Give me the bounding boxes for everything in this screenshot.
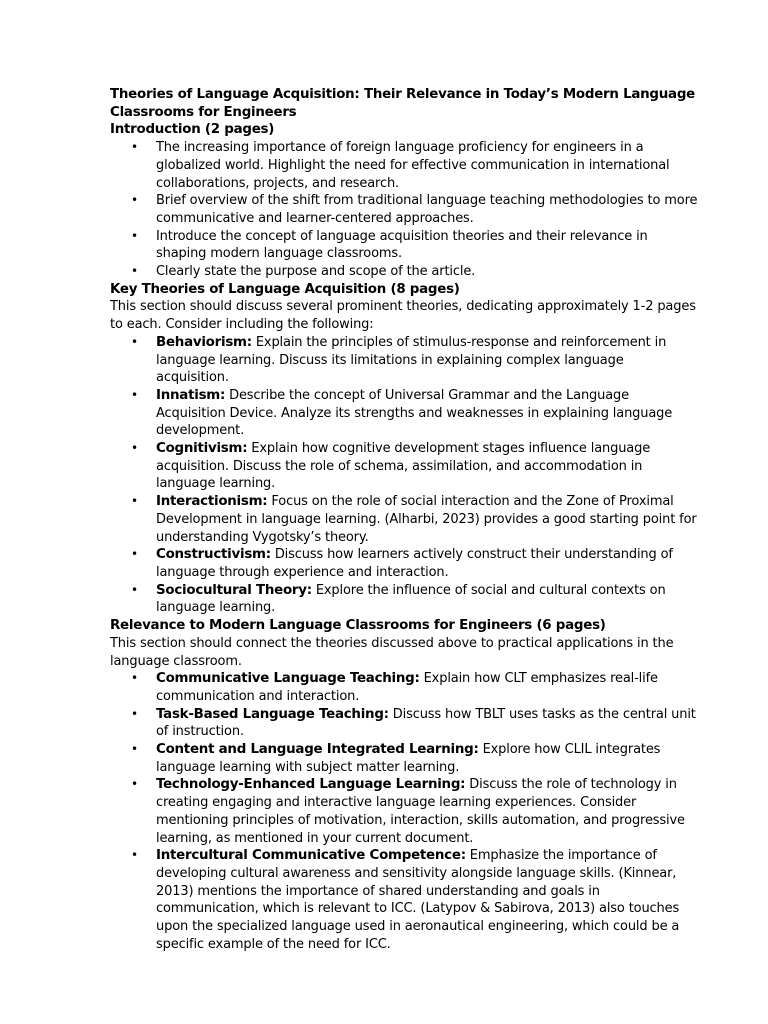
bullet-icon: • (131, 193, 138, 208)
list-item-text: Brief overview of the shift from traditional language teaching methodologies to more communicative and learner-centered approaches. (156, 193, 698, 226)
list-item-term: Content and Language Integrated Learning: (156, 742, 479, 758)
list-item (131, 387, 698, 440)
list-item-text: Explore the influence of social and cultural contexts on language learning. (156, 582, 666, 616)
bullet-icon: • (131, 582, 138, 597)
section-heading: Relevance to Modern Language Classrooms for Engineers (6 pages) (110, 618, 606, 634)
list-item-term: Technology-Enhanced Language Learning: (156, 777, 466, 793)
list-item-text: Explain how CLT emphasizes real-life communication and interaction. (156, 671, 658, 704)
list-item-term: Task-Based Language Teaching: (156, 706, 389, 722)
bullet-icon: • (131, 848, 138, 863)
bullet-icon: • (131, 264, 138, 279)
bullet-icon: • (131, 334, 138, 349)
list-item (131, 139, 698, 192)
list-item-text: Describe the concept of Universal Grammar and the Language Acquisition Device. Analyze its strengths and weaknesses in explaining language development. (156, 387, 673, 439)
list-item-text: Discuss the role of technology in creating engaging and interactive language learning experiences. Consider mentioning principles of motivation, interaction, skills automation, and progressive learning, as mentioned in your current document. (156, 777, 685, 846)
section-heading: Key Theories of Language Acquisition (8 pages) (110, 281, 460, 297)
list-item (131, 263, 698, 281)
list-item (131, 741, 698, 776)
section-heading: Introduction (2 pages) (110, 122, 275, 138)
bullet-icon: • (131, 671, 138, 686)
list-item-text: Clearly state the purpose and scope of the article. (156, 264, 476, 280)
bullet-icon: • (131, 706, 138, 721)
list-item-term: Behaviorism: (156, 334, 252, 350)
bullet-icon: • (131, 228, 138, 243)
list-item (131, 847, 698, 953)
list-item-term: Intercultural Communicative Competence: (156, 848, 466, 864)
list-item (131, 192, 698, 227)
list-item (131, 228, 698, 263)
bullet-icon: • (131, 547, 138, 562)
list-item (131, 440, 698, 493)
bullet-icon: • (131, 140, 138, 155)
bullet-icon: • (131, 387, 138, 402)
list-item-term: Cognitivism: (156, 441, 248, 457)
list-item (131, 706, 698, 741)
list-item-term: Interactionism: (156, 494, 268, 510)
list-item (131, 493, 698, 546)
bullet-icon: • (131, 742, 138, 757)
list-item (131, 334, 698, 387)
section-intro: This section should discuss several prominent theories, dedicating approximately 1-2 pages to each. Consider including the following: (110, 299, 696, 333)
list-item (131, 776, 698, 847)
bullet-icon: • (131, 441, 138, 456)
list-item (131, 670, 698, 705)
bullet-icon: • (131, 494, 138, 509)
bullet-list (110, 139, 698, 281)
list-item-term: Sociocultural Theory: (156, 582, 312, 598)
bullet-icon: • (131, 777, 138, 792)
section-intro: This section should connect the theories discussed above to practical applications in the language classroom. (110, 635, 674, 669)
list-item-text: Introduce the concept of language acquisition theories and their relevance in shaping modern language classrooms. (156, 228, 648, 262)
list-item-term: Communicative Language Teaching: (156, 671, 420, 687)
list-item-text: Focus on the role of social interaction and the Zone of Proximal Development in language learning. (Alharbi, 2023) provides a good starting point for understanding Vygotsky’s theory. (156, 494, 697, 545)
list-item-text: Explore how CLIL integrates language learning with subject matter learning. (156, 742, 661, 775)
bullet-list (110, 334, 698, 617)
list-item-text: Emphasize the importance of developing cultural awareness and sensitivity alongside language skills. (Kinnear, 2013) mentions the importance of shared understanding and goals in communication, which is relevant to ICC. (Latypov & Sabirova, 2013) also touches upon the specialized language used in aeronautical engineering, which could be a specific example of the need for ICC. (156, 848, 680, 952)
document-body (110, 121, 698, 953)
list-item-text: Explain the principles of stimulus-response and reinforcement in language learning. Discuss its limitations in explaining complex language acquisition. (156, 334, 667, 386)
list-item-text: Discuss how TBLT uses tasks as the central unit of instruction. (156, 706, 696, 740)
bullet-list (110, 670, 698, 953)
list-item-term: Constructivism: (156, 547, 271, 563)
list-item (131, 546, 698, 581)
list-item-text: Discuss how learners actively construct their understanding of language through experience and interaction. (156, 547, 673, 580)
list-item-term: Innatism: (156, 387, 226, 403)
list-item-text: Explain how cognitive development stages influence language acquisition. Discuss the role of schema, assimilation, and accommodation in language learning. (156, 441, 651, 492)
document-page (110, 86, 698, 953)
list-item-text: The increasing importance of foreign language proficiency for engineers in a globalized world. Highlight the need for effective communication in international collaborations, projects, and research. (156, 140, 670, 191)
document-title: Theories of Language Acquisition: Their Relevance in Today’s Modern Language Classrooms for Engineers (110, 87, 695, 120)
list-item (131, 582, 698, 617)
